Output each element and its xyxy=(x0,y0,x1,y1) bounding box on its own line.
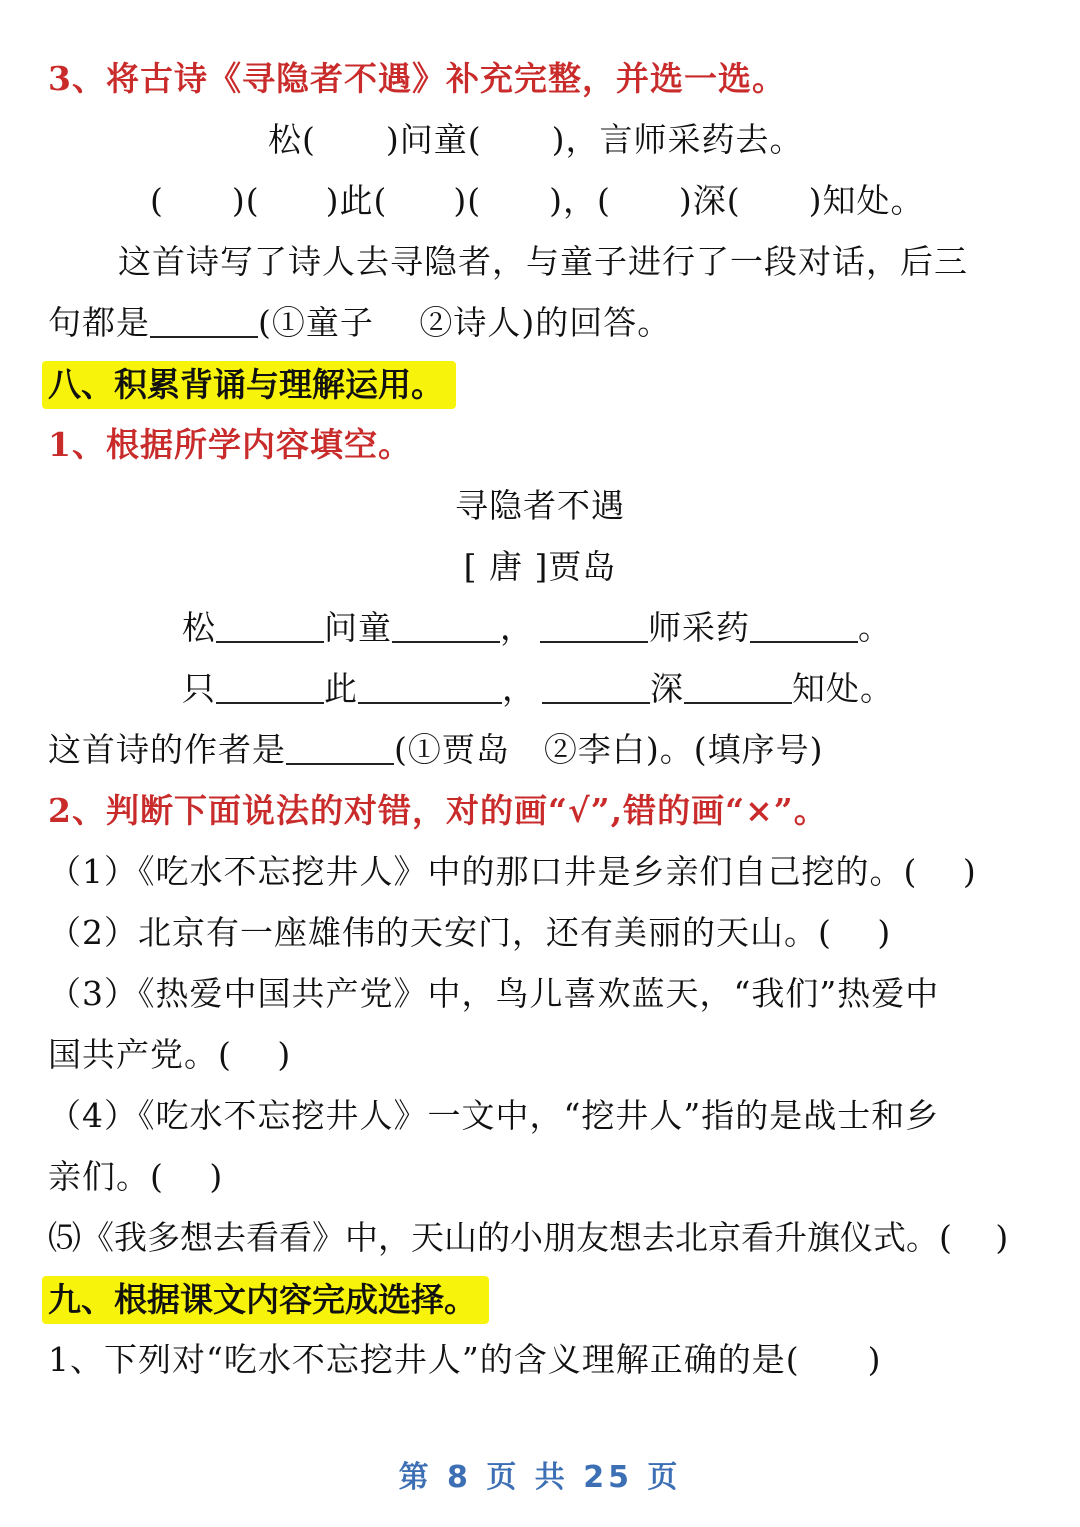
section-9-heading: 九、根据课文内容完成选择。 xyxy=(42,1276,489,1324)
page-number-footer: 第 8 页 共 25 页 xyxy=(398,1460,682,1495)
q3-line1-part: )问童( xyxy=(385,120,482,159)
section-8-q2-title: 2、判断下面说法的对错，对的画“√”,错的画“×”。 xyxy=(48,791,828,830)
poem-fill-text: ， xyxy=(500,608,534,647)
q3-desc2-text: 句都是 xyxy=(48,303,150,342)
poem-fill-text: 松 xyxy=(182,608,216,647)
q3-description-1: 这首诗写了诗人去寻隐者，与童子进行了一段对话，后三 xyxy=(118,242,968,281)
answer-blank[interactable] xyxy=(540,611,648,643)
answer-blank[interactable] xyxy=(750,611,858,643)
judge-item: ⑸《我多想去看看》中，天山的小朋友想去北京看升旗仪式。( ) xyxy=(48,1218,1009,1257)
q3-line1-part: 松( xyxy=(268,120,316,159)
author-question xyxy=(48,727,1080,773)
judge-item: （4）《吃水不忘挖井人》一文中，“挖井人”指的是战士和乡 xyxy=(48,1096,940,1135)
judge-item: （3）《热爱中国共产党》中，鸟儿喜欢蓝天，“我们”热爱中 xyxy=(48,974,940,1013)
q3-line2-part: )知处。 xyxy=(808,181,925,220)
poem-fill-line-1 xyxy=(182,605,1080,651)
q3-description-2 xyxy=(48,300,1080,346)
poem-fill-text: 只 xyxy=(182,669,216,708)
poem-fill-text: 此 xyxy=(324,669,358,708)
section-9-q1: 1、下列对“吃水不忘挖井人”的含义理解正确的是( ) xyxy=(48,1340,882,1379)
answer-blank[interactable] xyxy=(216,611,324,643)
poem-fill-text: 深 xyxy=(650,669,684,708)
answer-blank[interactable] xyxy=(216,672,324,704)
poem-fill-text: 。 xyxy=(858,608,892,647)
answer-blank[interactable] xyxy=(684,672,792,704)
judge-item-continued: 亲们。( ) xyxy=(48,1157,224,1196)
q3-desc2-options: (①童子 ②诗人)的回答。 xyxy=(258,303,672,342)
section-8-heading: 八、积累背诵与理解运用。 xyxy=(42,361,456,409)
poem-fill-text: 知处。 xyxy=(792,669,894,708)
q3-line2-part: )深( xyxy=(678,181,741,220)
poem-fill-text: 师采药 xyxy=(648,608,750,647)
answer-blank[interactable] xyxy=(542,672,650,704)
q3-poem-line-1 xyxy=(268,117,1080,163)
poem-fill-line-2 xyxy=(182,666,1080,712)
poem-author: [ 唐 ]贾岛 xyxy=(463,547,617,586)
q3-line2-part: )，( xyxy=(549,181,611,220)
answer-blank[interactable] xyxy=(286,733,394,765)
q3-line1-part: )，言师采药去。 xyxy=(551,120,804,159)
q3-line2-part: ( xyxy=(150,181,164,220)
poem-fill-text: ， xyxy=(502,669,536,708)
answer-blank[interactable] xyxy=(392,611,500,643)
answer-blank[interactable] xyxy=(150,306,258,338)
q3-line2-part: )( xyxy=(231,181,260,220)
author-question-options: (①贾岛 ②李白)。(填序号) xyxy=(394,730,824,769)
author-question-text: 这首诗的作者是 xyxy=(48,730,286,769)
answer-blank[interactable] xyxy=(358,672,502,704)
q3-poem-line-2 xyxy=(150,178,1080,224)
poem-title: 寻隐者不遇 xyxy=(455,486,625,525)
judge-item: （1）《吃水不忘挖井人》中的那口井是乡亲们自己挖的。( ) xyxy=(48,852,977,891)
judge-item-continued: 国共产党。( ) xyxy=(48,1035,292,1074)
poem-fill-text: 问童 xyxy=(324,608,392,647)
q3-line2-part: )此( xyxy=(325,181,388,220)
q3-line2-part: )( xyxy=(453,181,482,220)
judge-item: （2）北京有一座雄伟的天安门，还有美丽的天山。( ) xyxy=(48,913,892,952)
q3-title: 3、将古诗《寻隐者不遇》补充完整，并选一选。 xyxy=(48,59,786,98)
section-8-q1-title: 1、根据所学内容填空。 xyxy=(48,425,412,464)
